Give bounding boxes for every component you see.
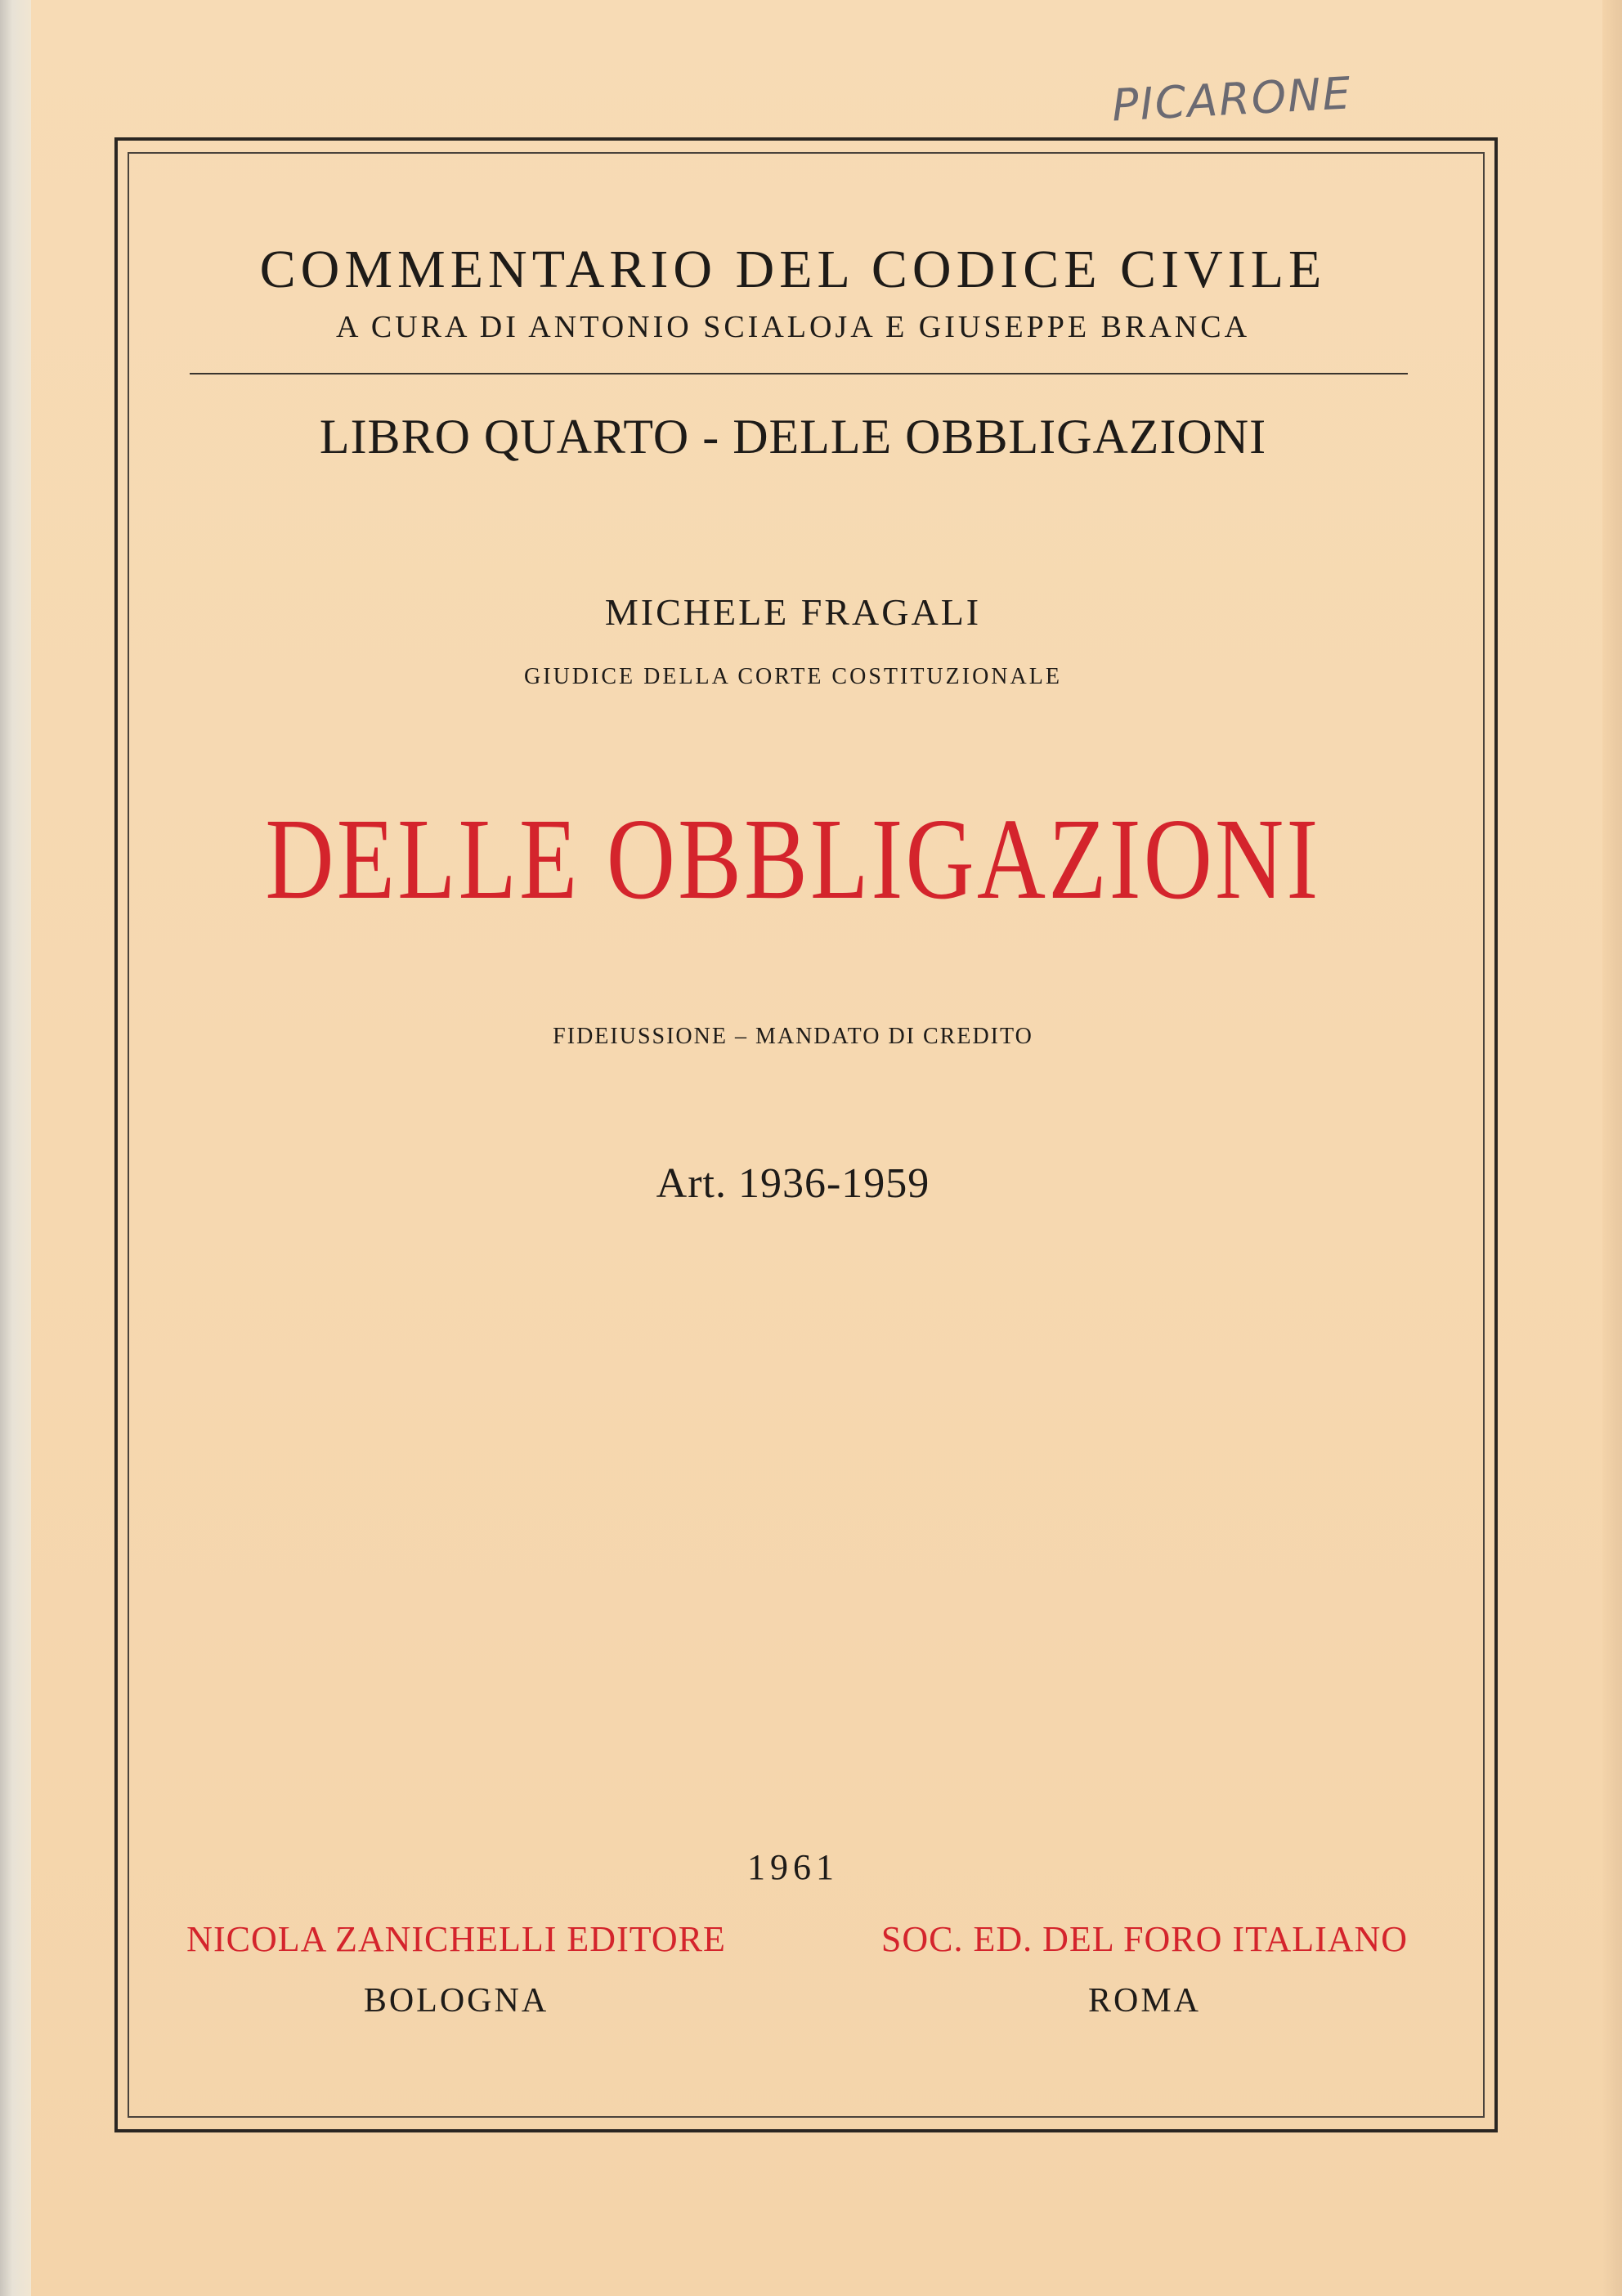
author-name: MICHELE FRAGALI — [604, 591, 982, 633]
publisher-name: SOC. ED. DEL FORO ITALIANO — [880, 1919, 1409, 1959]
main-title: DELLE OBBLIGAZIONI — [265, 794, 1321, 923]
publisher-city: BOLOGNA — [363, 1982, 549, 2020]
publisher-city: ROMA — [1087, 1982, 1202, 2020]
book-title: LIBRO QUARTO - DELLE OBBLIGAZIONI — [319, 410, 1267, 464]
page-right-edge — [1602, 0, 1622, 2296]
publisher-left — [154, 1918, 759, 2020]
series-title: COMMENTARIO DEL CODICE CIVILE — [259, 240, 1327, 299]
series-editors: A CURA DI ANTONIO SCIALOJA E GIUSEPPE BRANCA — [335, 310, 1251, 344]
series-divider — [190, 373, 1408, 374]
publication-year: 1961 — [747, 1847, 839, 1887]
author-role: GIUDICE DELLA CORTE COSTITUZIONALE — [524, 664, 1062, 689]
publisher-right — [850, 1918, 1439, 2020]
page-left-edge — [0, 0, 31, 2296]
work-subtitle: FIDEIUSSIONE – MANDATO DI CREDITO — [553, 1024, 1033, 1049]
publisher-name: NICOLA ZANICHELLI EDITORE — [186, 1919, 726, 1959]
article-range: Art. 1936-1959 — [656, 1160, 930, 1207]
handwritten-note: PICARONE — [1110, 67, 1354, 132]
